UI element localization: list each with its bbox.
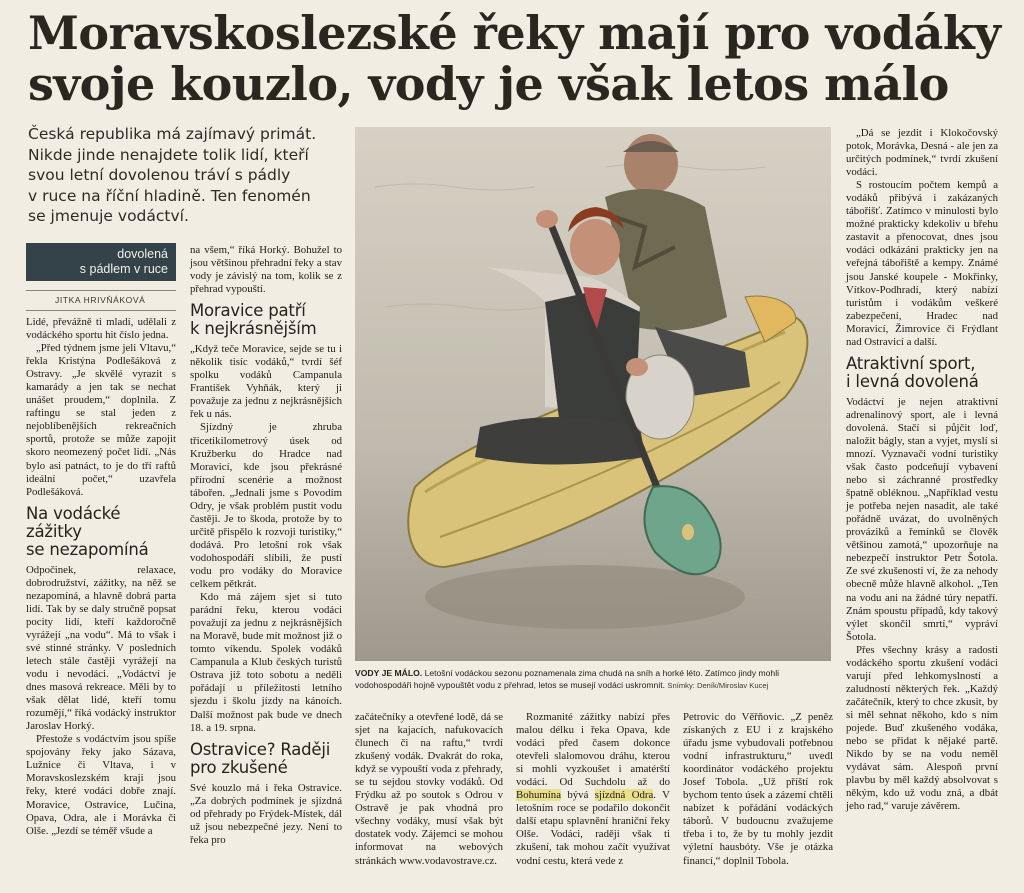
canoe-photo-illustration — [355, 127, 831, 661]
paragraph: Přestože s vodáctvím jsou spíše spojovány řeky jako Sázava, Lužnice či Vltava, i v Moravskoslezském kraji jsou řeky, které vodáci dobře znají. Moravice, Ostravice, Lučina, Opava, Odra, ale i Morávka či Olše. „Jezdí se téměř všude a — [26, 733, 176, 837]
column-1 — [26, 316, 176, 838]
text-run: bývá — [561, 789, 595, 802]
lead-line-1: Česká republika má zajímavý primát. — [28, 125, 317, 143]
lead-line-3: svou letní dovolenou tráví s pádly — [28, 166, 291, 184]
caption-text: Letošní vodáckou sezonu poznamenala zima chudá na sníh a horké léto. Zatímco jindy mohli vodohospodáři hojně vypouštět vodu z přehrad, letos se musejí vodáci uskromnit. — [355, 668, 780, 690]
caption-lead: VODY JE MÁLO. — [355, 668, 423, 678]
paragraph: „Před týdnem jsme jeli Vltavu,“ řekla Kristýna Podlešáková z Ostravy. „Je skvělé vyrazit s kamarády a jen tak se nechat unášet proudem,“ doplnila. Z raftingu se stal jeden z nejoblíbenějších rekreačních sportů, protože se může zapojit skoro neomezený počet lidí. „Nás bylo asi patnáct, to je do tří raftů ideální počet,“ uzavřela Podlešáková. — [26, 342, 176, 498]
subheading-ostravice — [190, 741, 342, 777]
section-tag — [26, 243, 176, 281]
subheading-line: pro zkušené — [190, 757, 288, 777]
subheading-na-vodacke-zazitky — [26, 505, 176, 559]
headline-line-2: svoje kouzlo, vody je však letos málo — [28, 57, 949, 111]
subheading-line: zážitky — [26, 521, 82, 541]
paragraph: Odpočinek, relaxace, dobrodružství, zážitky, na něž se nezapomíná, a hlavně dobrá parta lidí. Tak by se daly stručně popsat pocity lidí, kteří každoročně vyrážejí „na vodu“. Má to však i své stinné stránky. V posledních letech stále častěji vyrážejí na vodu i nevodáci. „Vodáctví je dnes masová rekreace. Měli by to však dělat lidé, kteří tomu rozumějí,“ říká vodácký instruktor Jaroslav Horký. — [26, 563, 176, 733]
paragraph: Lidé, převážně ti mladí, udělali z vodáckého sportu hit číslo jedna. — [26, 316, 176, 342]
hand — [536, 210, 558, 228]
byline-rule-top — [26, 290, 176, 291]
column-2 — [190, 244, 342, 847]
text-run: . V letošním roce se podařilo dokončit další etapu splavnění hraniční řeky Olše. Vodáci, raději však ti zkušení, tak mohou začít využívat vodní cestu, která vede z — [516, 789, 670, 867]
paragraph: „Když teče Moravice, sejde se tu i několik tisíc vodáků,“ tvrdí šéf spolku vodáků Campanula František Vyhňák, který ji považuje za jednu z nejkrásnějších řek u nás. — [190, 343, 342, 421]
headline-line-1: Moravskoslezské řeky mají pro vodáky — [28, 6, 1001, 60]
tag-line-2: s pádlem v ruce — [79, 262, 168, 276]
column-5 — [683, 711, 833, 868]
byline: JITKA HRIVŇÁKOVÁ — [55, 295, 146, 305]
paragraph: Kdo má zájem sjet si tuto parádní řeku, kterou vodáci považují za jednu z nejkrásnějších na Moravě, bude mít možnost již o tomto víkendu. Spolek vodáků Campanula a Klub českých turistů Ostrava již toto sobotu a neděli pořádají u příležitosti letního sjezdu i školu jízdy na kánoích. Další možnost pak bude ve dnech 18. a 19. srpna. — [190, 591, 342, 734]
tag-line-1: dovolená — [117, 247, 168, 261]
highlighted-text: sjízdná Odra — [594, 789, 654, 802]
lead-line-5: se jmenuje vodáctví. — [28, 207, 189, 225]
subheading-line: Moravice patří — [190, 301, 306, 321]
paragraph: na všem,“ říká Horký. Bohužel to jsou většinou přehradní řeky a stav vody je závislý na tom, kolik se z přehrad vypouští. — [190, 244, 342, 296]
byline-rule-bottom — [26, 310, 176, 311]
paragraph: Sjízdný je zhruba třicetikilometrový úsek od Kružberku do Hradce nad Moravicí, kde jsou překrásné přírodní scenérie a možnost tábořen. „Jednali jsme s Povodím Odry, je však problém pustit vodu častěji. Je to škoda, protože by to určitě přispělo k rozvoji turistiky,“ dodává. Pro letošní rok však vodohospodáři slíbili, že pustí vodu pro vodáky do Moravice celkem pětkrát. — [190, 421, 342, 591]
column-3 — [355, 711, 503, 868]
lead-line-2: Nikde jinde nenajdete tolik lidí, kteří — [28, 145, 309, 164]
column-4 — [516, 711, 670, 868]
subheading-line: Na vodácké — [26, 503, 121, 523]
text-run: Rozmanité zážitky nabízí přes malou délku i řeka Opava, kde vodáci před časem dokonce otevřeli slalomovou dráhu, kterou si mohli vyzkoušet i amatérští vodáci. Od Suchdolu až do — [516, 711, 670, 789]
paragraph: Vodáctví je nejen atraktivní adrenalinový sport, ale i levná dovolená. Stačí si půjčit loď, naložit bágly, stan a vyjet, myslí si mnozí. Vyznavači vodní turistiky však často podceňují vybavení nebo si záchranné prostředky špatně obléknou. „Například vestu je potřeba nejen nasadit, ale také pořádně uvázat, do uvolněných prováziků a řemínků se člověk většinou zamotá,“ upozorňuje na nebezpečí instruktor Petr Šotola. Ze své zkušenosti ví, že za nehody obecně může hlavně alkohol. „Ten na vodu ani na žádné túry nepatří. Znám spoustu případů, kdy takový výlet skončil smrtí,“ vypráví Šotola. — [846, 395, 998, 643]
paragraph: S rostoucím počtem kempů a vodáků přibývá i zakázaných tábořišť. Zatímco v minulosti bylo možné prakticky kdekoliv u břehu zastavit a přenocovat, dnes jsou vodáci odkázáni prakticky jen na veřejná tábořiště a kempy. Známé jsou Janské koupele - Mokřinky, Vítkov-Podhradí, který nabízí turistům i vodákům veškeré zabezpečení, Hradec nad Moravicí, Žimrovice či Frýdlant nad Ostravicí a další. — [846, 179, 998, 348]
article-photo — [355, 127, 831, 661]
subheading-line: i levná dovolená — [846, 371, 979, 391]
subheading-line: Ostravice? Raději — [190, 739, 331, 759]
headline — [28, 8, 1008, 110]
subheading-line: Atraktivní sport, — [846, 353, 976, 373]
paragraph: začátečníky a otevřené lodě, dá se sjet na kajacích, nafukovacích člunech či na raftu,“ tvrdí zkušený vodák. Dvakrát do roka, když se vypouští voda z přehrady, se tu sejdou stovky vodáků. Od Frýdku až po soutok s Odrou v Ostravě je pak vhodná pro všechny vodáky, musí však být dostatek vody. Zájemci se mohou informovat na webových stránkách www.vodavostrave.cz. — [355, 711, 503, 867]
photo-credit: Snímky: Deník/Miroslav Kucej — [667, 680, 769, 690]
column-6 — [846, 127, 998, 813]
highlighted-text: Bohumína — [516, 789, 561, 802]
paragraph: „Dá se jezdit i Klokočovský potok, Morávka, Desná - ale jen za určitých podmínek,“ tvrdí zkušení vodáci. — [846, 127, 998, 179]
hand — [626, 358, 648, 376]
paragraph — [516, 711, 670, 868]
paragraph: Své kouzlo má i řeka Ostravice. „Za dobrých podmínek je sjízdná od přehrady po Frýdek-Místek, dál už jsou nebezpečné jezy. Není to řeka pro — [190, 781, 342, 846]
lead-line-4: v ruce na říční hladině. Ten fenomén — [28, 186, 311, 205]
photo-caption — [355, 668, 831, 691]
subheading-atraktivni-sport — [846, 355, 998, 391]
subheading-moravice — [190, 302, 342, 338]
subheading-line: se nezapomíná — [26, 539, 149, 559]
subheading-line: k nejkrásnějším — [190, 319, 317, 339]
paragraph: Přes všechny krásy a radosti vodáckého sportu zkušení vodáci varují před lehkomyslností a zaludností některých řek. „Každý začátečník, který to chce zkusit, by si měl sehnat někoho, kdo s ním pojede. Buď zkušeného vodáka, nebo se přidat k nějaké partě. Nikdo by se na vodu neměl vydávat sám. Alespoň první plavbu by měl každý absolvovat s někým, kdo už vodu zná, a dbát jeho rad,“ varuje závěrem. — [846, 643, 998, 813]
paragraph: Petrovic do Věřňovic. „Z peněz získaných z EU i z krajského úřadu jsme vybudovali potřebnou vodní infrastrukturu,“ uvedl koordinátor vodáckého projektu Josef Tobola. „Už příští rok bychom tento úsek a zázemí chtěli nabízet k pořádání vodáckých táborů. V budoucnu zvažujeme třeba i to, že by tu mohly jezdit výletní hausbóty. Vše je otázka financí,“ doplnil Tobola. — [683, 711, 833, 867]
lead-paragraph — [28, 124, 346, 227]
